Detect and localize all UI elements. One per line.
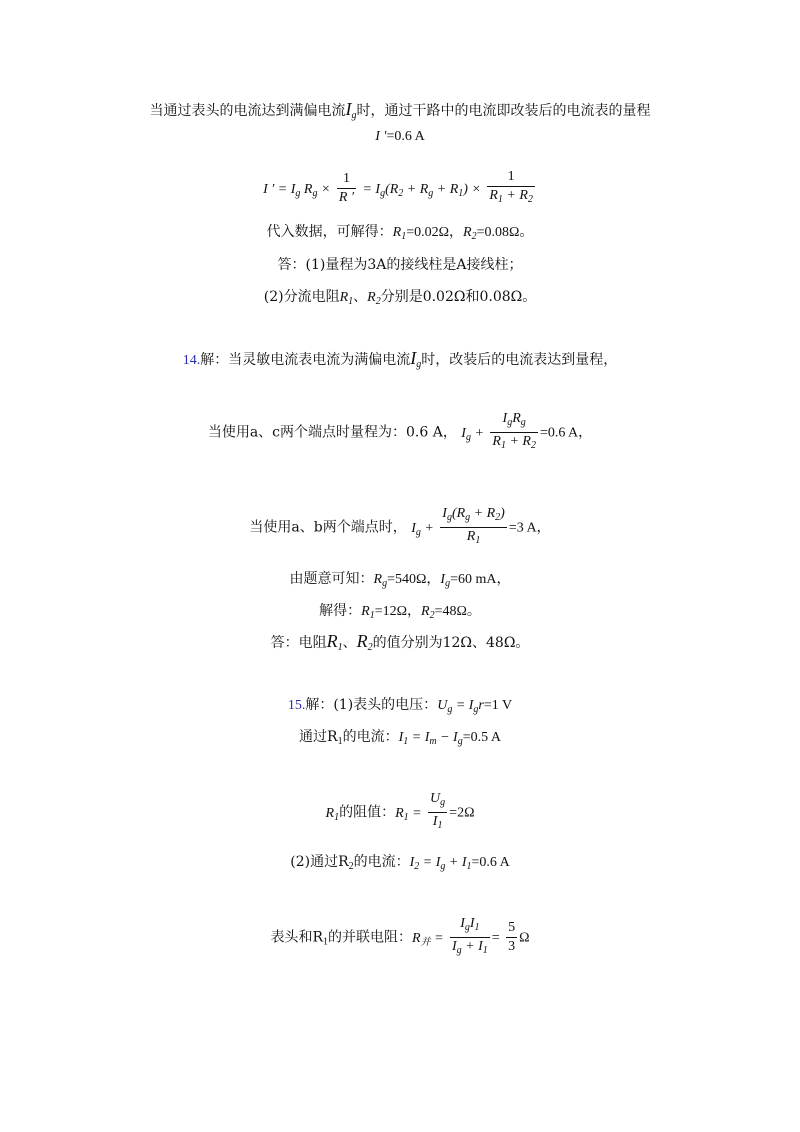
p14-answer-mid: 、 [342, 635, 357, 651]
answer2-pre: (2)分流电阻 [263, 289, 340, 305]
ug-value: =1 V [483, 698, 513, 713]
p14-answer-post: 的值分别为12Ω、48Ω。 [372, 635, 530, 651]
frac-igi1-over-ig-plus-i1: $\frac{I_gI_1}{I_g + I_1}$ [451, 916, 488, 956]
p13-answer1 [0, 254, 800, 274]
parallel-result-unit: Ω [519, 930, 530, 946]
p13-main-eq [0, 168, 800, 209]
frac-1-over-rprime: $\frac{1}{R '}$ [338, 171, 355, 205]
substitute-label: 代入数据，可解得： [266, 224, 393, 240]
frac-ug-over-i1: $\frac{U_g}{I_1}$ [430, 791, 446, 831]
ab-ig: $I_g$ + [411, 520, 434, 538]
through-r2-label: (2)通过R [290, 854, 349, 870]
p14-answer [0, 631, 800, 653]
answer2-r1: $R_1$ [339, 290, 354, 307]
r1-eq-lhs: $R_1$ = [395, 805, 422, 823]
p15-r1-line [0, 790, 800, 835]
ac-result: =0.6 A， [539, 425, 593, 441]
ig-value: =60 mA， [450, 572, 511, 587]
p14-answer-r2: $R_2$ [356, 631, 373, 653]
p14-ac-eq [0, 410, 800, 455]
through-r2-sub: 2 [348, 861, 354, 872]
p14-ig-symbol: $I_g$ [410, 348, 422, 370]
p13-range-eq [0, 128, 800, 145]
rg-value: =540Ω， [387, 572, 441, 587]
r2-symbol: $R_2$ [463, 225, 477, 242]
r1-symbol: $R_1$ [392, 225, 407, 242]
i1-expr: $I_1 = I_m - I_g$ [398, 730, 463, 747]
i1-value: =0.5 A [462, 730, 501, 745]
ig-symbol-2: $I_g$ [440, 572, 451, 589]
answer2-r2: $R_2$ [367, 290, 381, 307]
p15-parallel-line: 表头和$R_1$的并联电阻：$R_并$ = $\frac{I_gI_1}{I_g + I_1}$ = $\frac{5}{3}$ Ω [0, 915, 800, 960]
p15-i2-line [0, 851, 800, 872]
p14-given [0, 568, 800, 589]
eq-mid: = $I_g(R_2 + R_g + R_1)$ × [362, 181, 481, 199]
ig-symbol: $I_g$ [345, 99, 357, 121]
frac-1-over-r1r2: $\frac{1}{R_1 + R_2}$ [489, 169, 533, 205]
i2-value: =0.6 A [471, 855, 510, 870]
p14-r2-value: =48Ω。 [434, 604, 481, 619]
ac-label: 当使用a、c两个端点时量程为：0.6 A， [207, 424, 457, 441]
question-number-14: 14. [182, 353, 201, 368]
frac-igrg-over-r1r2: $\frac{I_gR_g}{R_1 + R_2}$ [492, 411, 536, 451]
through-r1-label: 通过R [299, 729, 338, 745]
r1-result: =2Ω [449, 805, 475, 821]
solve-label: 解得： [319, 603, 362, 619]
parallel-sub: 1 [323, 936, 329, 948]
r1-resist-tail: 的阻值： [339, 804, 396, 821]
p14-answer-pre: 答：电阻 [270, 635, 327, 651]
ab-result: =3 A， [508, 520, 551, 536]
i-prime-symbol: I ′ [375, 129, 387, 144]
p14-r1-value: =12Ω， [374, 604, 421, 619]
p13-intro-line [0, 99, 800, 121]
through-r1-tail: 的电流： [342, 729, 399, 745]
p14-intro-line [0, 348, 800, 370]
p13-answer2 [0, 286, 800, 307]
p14-r1-symbol: $R_1$ [361, 604, 375, 621]
p13-substitute [0, 221, 800, 242]
parallel-tail: 的并联电阻： [328, 929, 413, 946]
r2-value: =0.08Ω。 [476, 225, 534, 240]
p14-solve [0, 600, 800, 621]
frac-5-over-3: $\frac{5}{3}$ [508, 920, 516, 954]
p13-intro-tail: 时，通过干路中的电流即改装后的电流表的量程 [356, 103, 651, 119]
parallel-pre: 表头和R [270, 929, 324, 946]
answer1-text: 答：(1)量程为3A的接线柱是A接线柱； [277, 257, 523, 273]
i-prime-value: =0.6 A [386, 129, 425, 144]
eq-lhs: I ′ = $I_g$ $R_g$ × [263, 181, 331, 199]
p14-intro-tail: 时，改装后的电流表达到量程， [421, 352, 618, 368]
through-r2-tail: 的电流： [353, 854, 410, 870]
p14-ab-eq [0, 505, 800, 550]
r-parallel-symbol: $R_并$ = [412, 930, 444, 948]
r1-value: =0.02Ω， [406, 225, 463, 240]
through-r1-sub: 1 [337, 736, 343, 747]
question-number-15: 15. [287, 698, 306, 713]
answer2-post: 分别是0.02Ω和0.08Ω。 [380, 289, 537, 305]
p14-r2-symbol: $R_2$ [421, 604, 435, 621]
given-label: 由题意可知： [289, 571, 374, 587]
frac-ig-rg-r2-over-r1: $\frac{I_g(R_g + R_2)}{R_1}$ [442, 506, 505, 546]
ac-ig: $I_g$ + [461, 425, 484, 443]
rg-symbol: $R_g$ [373, 572, 388, 589]
p15-intro-line [0, 694, 800, 715]
p15-i1-line [0, 726, 800, 747]
p13-intro: 当通过表头的电流达到满偏电流 [149, 103, 346, 119]
p14-answer-r1: $R_1$ [326, 631, 343, 653]
answer2-mid: 、 [353, 289, 368, 305]
r1-label-symbol: $R_1$ [325, 805, 340, 823]
i2-expr: $I_2 = I_g + I_1$ [409, 855, 472, 872]
ug-expr: $U_g = I_gr$ [437, 698, 484, 715]
p14-intro: 解：当灵敏电流表电流为满偏电流 [200, 352, 411, 368]
p15-intro: 解：(1)表头的电压： [305, 697, 438, 713]
ab-label: 当使用a、b两个端点时， [249, 519, 407, 536]
